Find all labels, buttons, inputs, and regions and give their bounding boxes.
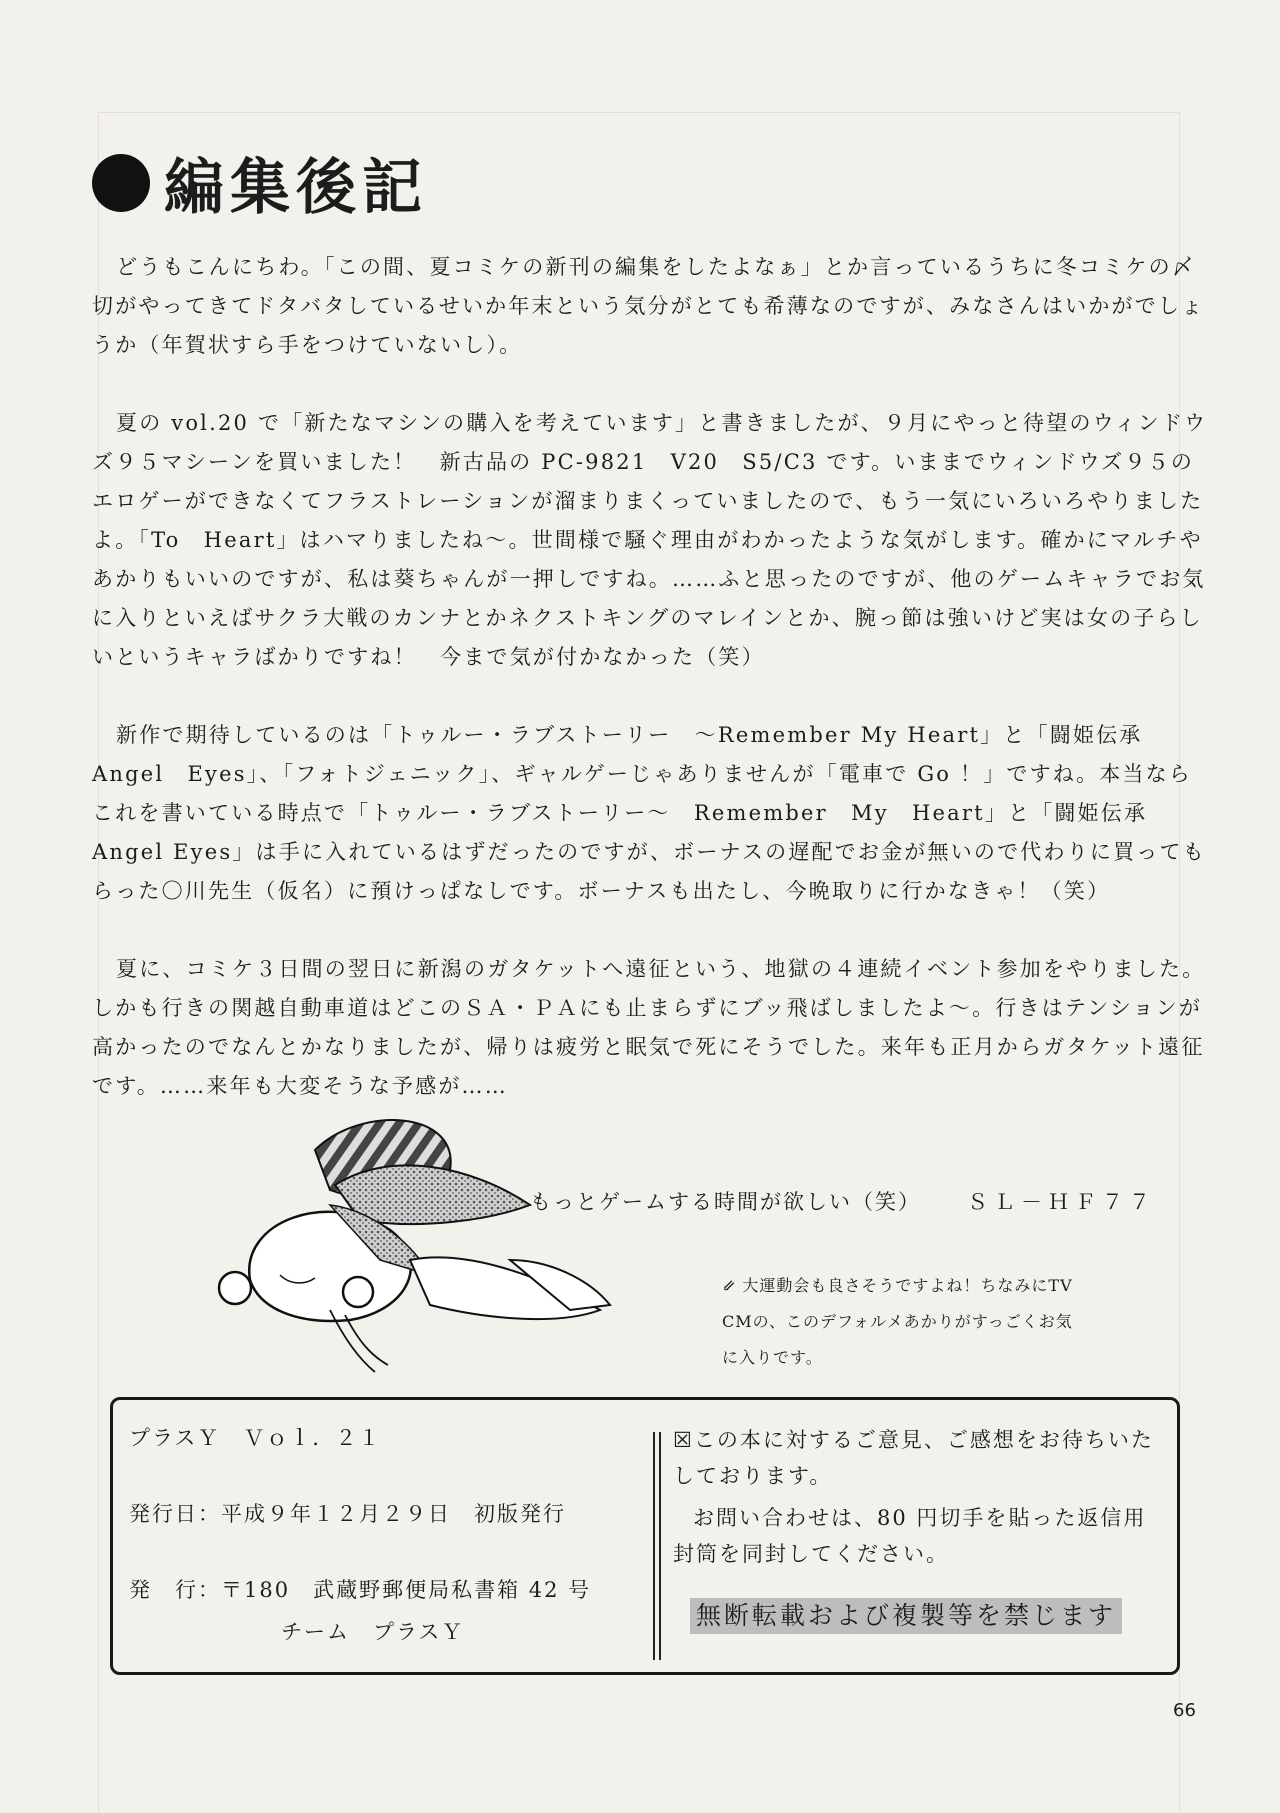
colophon-publication-info	[129, 1422, 649, 1692]
caption-line: ⇙ 大運動会も良さそうですよね！ちなみにTV	[722, 1276, 1073, 1295]
colophon-title: プラスＹ Ｖｏｌ．２１	[129, 1426, 382, 1450]
paragraph: 新作で期待しているのは「トゥルー・ラブストーリー ～Remember My Heart」と「闘姫伝承 Angel Eyes」、「フォトジェニック」、ギャルゲーじゃありませんが「電車で Go ！」ですね。本当ならこれを書いている時点で「トゥルー・ラブストーリー～ Remember My Heart」と「闘姫伝承 Angel Eyes」は手に入れているはずだったのですが、ボーナスの遅配でお金が無いので代わりに買ってもらった〇川先生（仮名）に預けっぱなしです。ボーナスも出たし、今晩取りに行かなきゃ！（笑）	[92, 723, 1206, 903]
colophon-inquiry: お問い合わせは、80 円切手を貼った返信用封筒を同封してください。	[673, 1506, 1147, 1566]
arrow-down-left-icon: ⇙	[722, 1276, 737, 1295]
page-title-text: 編集後記	[164, 153, 428, 223]
caption-line: CMの、このデフォルメあかりがすっごくお気	[722, 1312, 1073, 1331]
article-body	[92, 248, 1210, 1145]
paragraph: どうもこんにちわ。「この間、夏コミケの新刊の編集をしたよなぁ」とか言っているうちに冬コミケの〆切がやってきてドタバタしているせいか年末という気分がとても希薄なのですが、みなさんはいかがでしょうか（年賀状すら手をつけていないし）。	[92, 255, 1205, 357]
caption-line: に入りです。	[722, 1348, 823, 1367]
signature	[530, 1186, 1156, 1216]
signature-name: ＳＬ－ＨＦ７７	[967, 1190, 1156, 1214]
colophon-divider	[653, 1432, 661, 1660]
colophon-team: チーム プラスＹ	[281, 1620, 465, 1644]
colophon-feedback: ☒この本に対するご意見、ご感想をお待ちいたしております。	[673, 1428, 1154, 1488]
illustration-caption	[722, 1268, 1162, 1376]
signature-line: もっとゲームする時間が欲しい（笑）	[530, 1190, 921, 1214]
page-title	[92, 140, 428, 226]
paragraph: 夏に、コミケ３日間の翌日に新潟のガタケットへ遠征という、地獄の４連続イベント参加をやりました。しかも行きの関越自動車道はどこのＳＡ・ＰＡにも止まらずにブッ飛ばしましたよ～。行きはテンションが高かったのでなんとかなりましたが、帰りは疲労と眠気で死にそうでした。来年も正月からガタケット遠征です。……来年も大変そうな予感が……	[92, 957, 1206, 1098]
colophon-date: 発行日：平成９年１２月２９日 初版発行	[129, 1502, 566, 1526]
page-number: 66	[1173, 1700, 1196, 1721]
paragraph: 夏の vol.20 で「新たなマシンの購入を考えています」と書きましたが、９月にやっと待望のウィンドウズ９５マシーンを買いました！ 新古品の PC-9821 V20 S5/C3 です。いままでウィンドウズ９５のエロゲーができなくてフラストレーションが溜まりまくっていましたので、もう一気にいろいろやりましたよ。「To Heart」はハマりましたね～。世間様で騒ぐ理由がわかったような気がします。確かにマルチやあかりもいいのですが、私は葵ちゃんが一押しですね。……ふと思ったのですが、他のゲームキャラでお気に入りといえばサクラ大戦のカンナとかネクストキングのマレインとか、腕っ節は強いけど実は女の子らしいというキャラばかりですね！ 今まで気が付かなかった（笑）	[92, 411, 1208, 669]
colophon-contact-info	[673, 1422, 1168, 1572]
illustration-chibi-character	[130, 1110, 630, 1380]
copyright-notice: 無断転載および複製等を禁じます	[690, 1598, 1122, 1634]
bullet-icon	[92, 154, 150, 212]
colophon-publisher: 発 行：〒180 武蔵野郵便局私書箱 42 号	[129, 1578, 592, 1602]
